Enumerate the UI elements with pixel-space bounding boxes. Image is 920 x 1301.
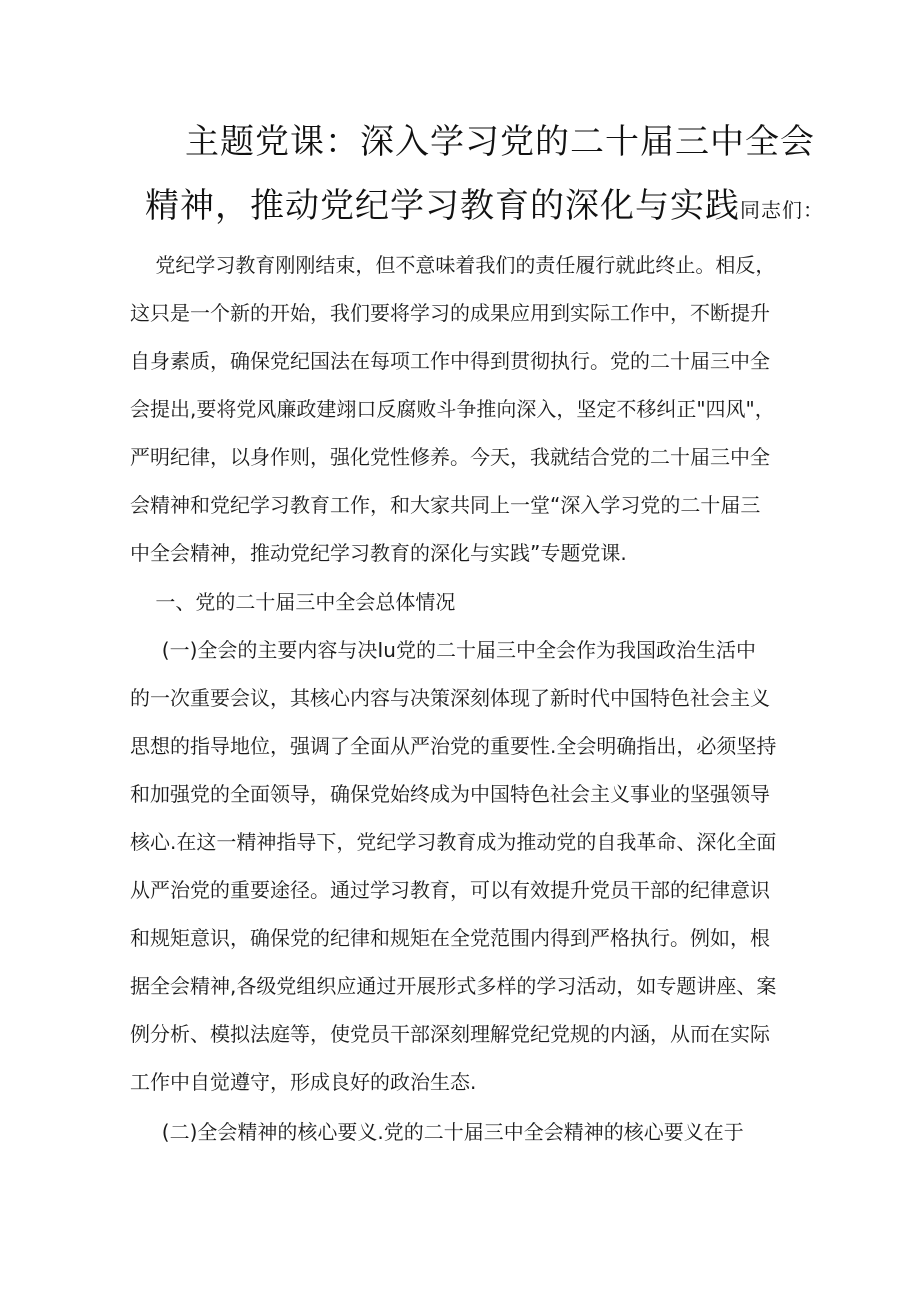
paragraph-line: 思想的指导地位，强调了全面从严治党的重要性.全会明确指出，必须坚持 — [130, 734, 777, 758]
paragraph-line: 自身素质，确保党纪国法在每项工作中得到贯彻执行。党的二十届三中全 — [130, 349, 770, 373]
paragraph-line: 从严治党的重要途径。通过学习教育，可以有效提升党员干部的纪律意识 — [130, 878, 770, 902]
document-title-line-2 — [145, 182, 824, 234]
paragraph-intro — [130, 241, 810, 577]
paragraph-line: 据全会精神,各级党组织应通过开展形式多样的学习活动，如专题讲座、案 — [130, 974, 777, 998]
paragraph-line: 例分析、模拟法庭等，使党员干部深刻理解党纪党规的内涵，从而在实际 — [130, 1022, 770, 1046]
paragraph-line: 会精神和党纪学习教育工作，和大家共同上一堂“深入学习党的二十届三 — [130, 493, 761, 517]
section-heading-text: 一、党的二十届三中全会总体情况 — [130, 590, 456, 614]
paragraph-line: 严明纪律，以身作则，强化党性修养。今天，我就结合党的二十届三中全 — [130, 445, 770, 469]
paragraph-line: 核心.在这一精神指导下，党纪学习教育成为推动党的自我革命、深化全面 — [130, 830, 777, 854]
document-title-text: 精神，推动党纪学习教育的深化与实践 — [145, 186, 740, 226]
paragraph-line: (二)全会精神的核心要义.党的二十届三中全会精神的核心要义在于 — [130, 1120, 744, 1144]
greeting: 同志们： — [740, 198, 824, 222]
document-title-line-1: 主题党课：深入学习党的二十届三中全会 — [185, 122, 815, 162]
paragraph-line: 的一次重要会议，其核心内容与决策深刻体现了新时代中国特色社会主义 — [130, 686, 770, 710]
paragraph-line: (一)全会的主要内容与决Iu党的二十届三中全会作为我国政治生活中 — [130, 638, 756, 662]
paragraph-line: 会提出,要将党风廉政建翊口反腐败斗争推向深入，坚定不移纠正"四风"， — [130, 397, 775, 421]
paragraph-line: 这只是一个新的开始，我们要将学习的成果应用到实际工作中，不断提升 — [130, 301, 770, 325]
section-heading-1 — [130, 578, 810, 626]
paragraph-line: 和加强党的全面领导，确保党始终成为中国特色社会主义事业的坚强领导 — [130, 782, 770, 806]
paragraph-line: 党纪学习教育刚刚结束，但不意味着我们的责任履行就此终止。相反， — [130, 253, 776, 277]
paragraph-line: 中全会精神，推动党纪学习教育的深化与实践”专题党课. — [130, 541, 627, 565]
paragraph-section-1-1 — [130, 626, 810, 1106]
paragraph-line: 工作中自觉遵守，形成良好的政治生态. — [130, 1070, 477, 1094]
paragraph-section-1-2 — [130, 1108, 810, 1156]
paragraph-line: 和规矩意识，确保党的纪律和规矩在全党范围内得到严格执行。例如，根 — [130, 926, 770, 950]
